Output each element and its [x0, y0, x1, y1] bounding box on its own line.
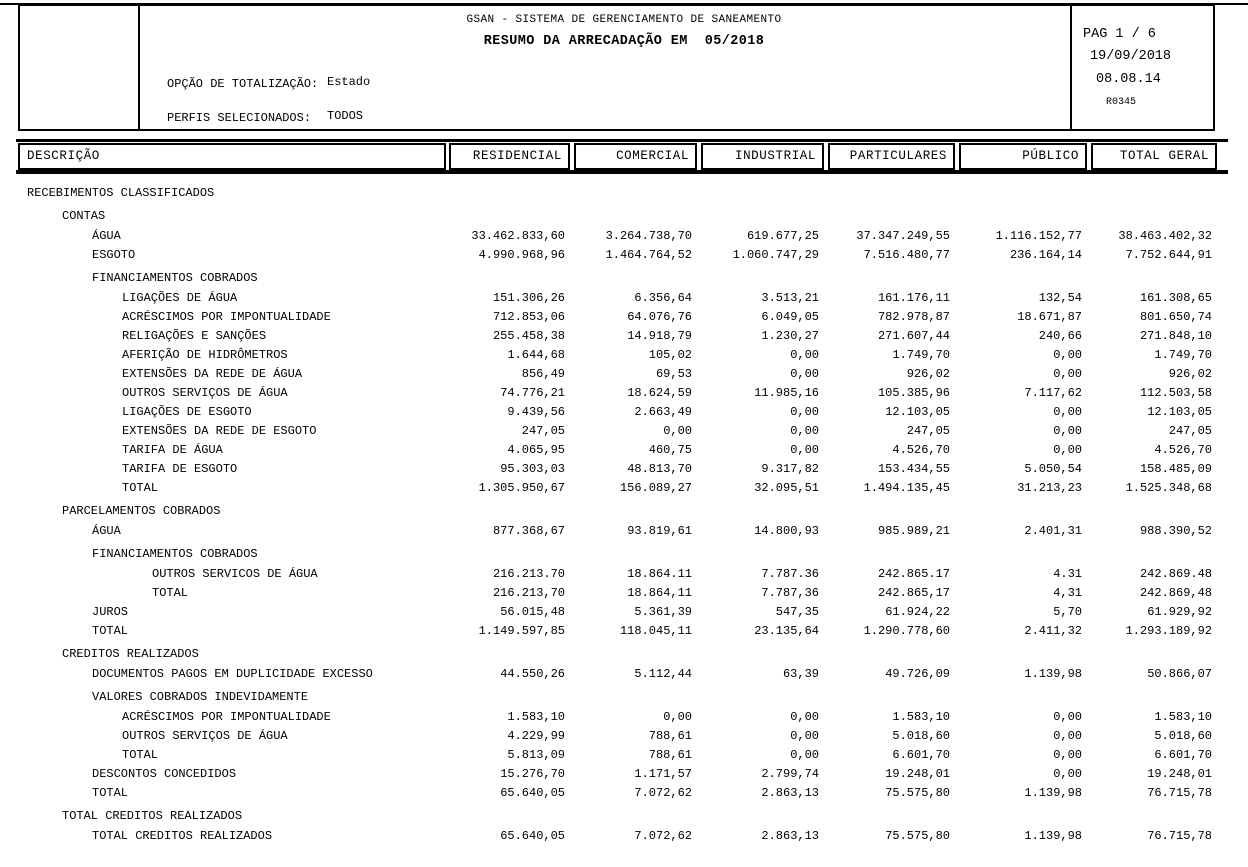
row-value: 74.776,21	[500, 386, 565, 400]
row-value: 216.213,70	[492, 586, 565, 600]
row-value: 44.550,26	[500, 667, 565, 681]
table-row	[0, 584, 1248, 603]
table-row	[0, 441, 1248, 460]
row-value: 7.752.644,91	[1125, 248, 1212, 262]
row-value: 240,66	[1038, 329, 1082, 343]
row-value: 9.317,82	[761, 462, 819, 476]
row-value: 3.264.738,70	[605, 229, 692, 243]
row-label: ÁGUA	[92, 524, 121, 538]
row-value: 926,02	[1168, 367, 1212, 381]
row-value: 2.411,32	[1024, 624, 1082, 638]
row-value: 64.076,76	[627, 310, 692, 324]
row-value: 6.049,05	[761, 310, 819, 324]
row-value: 1.139,98	[1024, 786, 1082, 800]
profiles-value: TODOS	[327, 109, 364, 123]
column-header-total-geral: TOTAL GERAL	[1091, 143, 1217, 170]
row-value: 65.640,05	[500, 829, 565, 843]
row-value: 15.276,70	[500, 767, 565, 781]
table-row	[0, 645, 1248, 664]
column-header-descricao: DESCRIÇÃO	[18, 143, 446, 170]
row-value: 1.305.950,67	[478, 481, 565, 495]
row-value: 547,35	[775, 605, 819, 619]
row-value: 0,00	[1053, 729, 1082, 743]
row-value: 782.978,87	[877, 310, 950, 324]
row-value: 153.434,55	[877, 462, 950, 476]
row-value: 32.095,51	[754, 481, 819, 495]
row-value: 12.103,05	[1147, 405, 1212, 419]
row-value: 161.308,65	[1139, 291, 1212, 305]
row-value: 95.303,03	[500, 462, 565, 476]
row-value: 158.485,09	[1139, 462, 1212, 476]
row-value: 48.813,70	[627, 462, 692, 476]
row-value: 247,05	[906, 424, 950, 438]
row-value: 247,05	[521, 424, 565, 438]
row-value: 19.248,01	[1147, 767, 1212, 781]
row-value: 5.361,39	[634, 605, 692, 619]
row-value: 985.989,21	[877, 524, 950, 538]
row-value: 247,05	[1168, 424, 1212, 438]
row-value: 6.601,70	[892, 748, 950, 762]
row-value: 38.463.402,32	[1118, 229, 1212, 243]
table-row	[0, 346, 1248, 365]
row-value: 69,53	[655, 367, 692, 381]
report-title: RESUMO DA ARRECADAÇÃO EM 05/2018	[483, 34, 765, 49]
row-value: 7.117,62	[1024, 386, 1082, 400]
row-value: 0,00	[790, 748, 819, 762]
row-value: 0,00	[790, 348, 819, 362]
row-value: 112.503,58	[1139, 386, 1212, 400]
row-label: ÁGUA	[92, 229, 121, 243]
table-row	[0, 384, 1248, 403]
table-row	[0, 784, 1248, 803]
row-label: ESGOTO	[92, 248, 136, 262]
row-label: JUROS	[92, 605, 129, 619]
row-value: 1.139,98	[1024, 667, 1082, 681]
row-value: 4.065,95	[507, 443, 565, 457]
row-label: PARCELAMENTOS COBRADOS	[62, 504, 221, 518]
row-value: 76.715,78	[1147, 786, 1212, 800]
row-label: FINANCIAMENTOS COBRADOS	[92, 271, 258, 285]
row-value: 61.929,92	[1147, 605, 1212, 619]
table-row	[0, 746, 1248, 765]
row-value: 1.583,10	[1154, 710, 1212, 724]
row-value: 7.787.36	[761, 567, 819, 581]
row-value: 216.213.70	[492, 567, 565, 581]
row-value: 14.800,93	[754, 524, 819, 538]
row-value: 1.149.597,85	[478, 624, 565, 638]
row-value: 712.853,06	[492, 310, 565, 324]
row-value: 156.089,27	[619, 481, 692, 495]
row-value: 93.819,61	[627, 524, 692, 538]
row-value: 877.368,67	[492, 524, 565, 538]
row-value: 12.103,05	[885, 405, 950, 419]
row-value: 5.050,54	[1024, 462, 1082, 476]
row-value: 4.229,99	[507, 729, 565, 743]
row-value: 926,02	[906, 367, 950, 381]
row-value: 105,02	[648, 348, 692, 362]
row-value: 0,00	[1053, 443, 1082, 457]
row-value: 1.644,68	[507, 348, 565, 362]
row-value: 460,75	[648, 443, 692, 457]
row-value: 2.401,31	[1024, 524, 1082, 538]
table-row	[0, 727, 1248, 746]
row-value: 3.513,21	[761, 291, 819, 305]
row-value: 2.799,74	[761, 767, 819, 781]
row-value: 271.848,10	[1139, 329, 1212, 343]
row-label: FINANCIAMENTOS COBRADOS	[92, 547, 258, 561]
report-date: 19/09/2018	[1090, 49, 1172, 64]
row-label: CONTAS	[62, 209, 106, 223]
row-label: TOTAL	[122, 748, 159, 762]
row-value: 1.749,70	[1154, 348, 1212, 362]
row-value: 7.787,36	[761, 586, 819, 600]
table-row	[0, 308, 1248, 327]
row-value: 132,54	[1038, 291, 1082, 305]
row-value: 18.624,59	[627, 386, 692, 400]
row-value: 0,00	[1053, 710, 1082, 724]
row-label: TOTAL	[92, 786, 129, 800]
row-value: 1.230,27	[761, 329, 819, 343]
column-header-comercial: COMERCIAL	[574, 143, 697, 170]
row-value: 2.863,13	[761, 829, 819, 843]
row-value: 0,00	[790, 443, 819, 457]
row-value: 161.176,11	[877, 291, 950, 305]
row-value: 1.525.348,68	[1125, 481, 1212, 495]
row-value: 5,70	[1053, 605, 1082, 619]
row-value: 255.458,38	[492, 329, 565, 343]
row-label: DESCONTOS CONCEDIDOS	[92, 767, 237, 781]
row-label: OUTROS SERVIÇOS DE ÁGUA	[122, 729, 288, 743]
row-value: 788,61	[648, 729, 692, 743]
row-value: 6.356,64	[634, 291, 692, 305]
row-label: EXTENSÕES DA REDE DE ESGOTO	[122, 424, 317, 438]
column-header-industrial: INDUSTRIAL	[701, 143, 824, 170]
row-value: 56.015,48	[500, 605, 565, 619]
table-row	[0, 460, 1248, 479]
row-value: 0,00	[1053, 748, 1082, 762]
row-value: 1.494.135,45	[863, 481, 950, 495]
totalization-label: OPÇÃO DE TOTALIZAÇÃO:	[167, 77, 319, 91]
table-row	[0, 688, 1248, 707]
row-value: 242.869.48	[1139, 567, 1212, 581]
row-value: 788,61	[648, 748, 692, 762]
row-value: 75.575,80	[885, 829, 950, 843]
row-value: 49.726,09	[885, 667, 950, 681]
row-value: 1.139,98	[1024, 829, 1082, 843]
row-label: ACRÉSCIMOS POR IMPONTUALIDADE	[122, 310, 331, 324]
row-value: 5.018,60	[892, 729, 950, 743]
table-row	[0, 565, 1248, 584]
row-value: 14.918,79	[627, 329, 692, 343]
table-row	[0, 365, 1248, 384]
table-row	[0, 289, 1248, 308]
row-value: 18.671,87	[1017, 310, 1082, 324]
row-value: 19.248,01	[885, 767, 950, 781]
row-value: 105.385,96	[877, 386, 950, 400]
table-row	[0, 502, 1248, 521]
row-value: 0,00	[1053, 367, 1082, 381]
row-value: 1.293.189,92	[1125, 624, 1212, 638]
row-value: 242.865.17	[877, 567, 950, 581]
column-header-particulares: PARTICULARES	[828, 143, 955, 170]
row-value: 9.439,56	[507, 405, 565, 419]
report-time: 08.08.14	[1096, 72, 1161, 87]
row-label: LIGAÇÕES DE ESGOTO	[122, 405, 252, 419]
row-value: 0,00	[1053, 424, 1082, 438]
row-value: 1.116.152,77	[995, 229, 1082, 243]
row-value: 151.306,26	[492, 291, 565, 305]
row-value: 4.31	[1053, 567, 1082, 581]
row-value: 271.607,44	[877, 329, 950, 343]
row-label: TOTAL	[92, 624, 129, 638]
row-label: OUTROS SERVICOS DE ÁGUA	[152, 567, 318, 581]
row-value: 61.924,22	[885, 605, 950, 619]
table-top-rule	[16, 139, 1228, 142]
table-row	[0, 622, 1248, 641]
row-value: 856,49	[521, 367, 565, 381]
row-value: 1.060.747,29	[732, 248, 819, 262]
row-value: 1.749,70	[892, 348, 950, 362]
row-value: 2.663,49	[634, 405, 692, 419]
row-value: 75.575,80	[885, 786, 950, 800]
row-value: 7.072,62	[634, 829, 692, 843]
row-value: 0,00	[790, 405, 819, 419]
row-value: 1.290.778,60	[863, 624, 950, 638]
row-label: VALORES COBRADOS INDEVIDAMENTE	[92, 690, 309, 704]
row-value: 0,00	[790, 710, 819, 724]
row-value: 0,00	[1053, 767, 1082, 781]
row-value: 4.526,70	[892, 443, 950, 457]
column-header-residencial: RESIDENCIAL	[449, 143, 570, 170]
row-value: 0,00	[790, 424, 819, 438]
row-value: 7.072,62	[634, 786, 692, 800]
row-value: 4.990.968,96	[478, 248, 565, 262]
row-value: 242.865,17	[877, 586, 950, 600]
table-row	[0, 479, 1248, 498]
row-value: 1.171,57	[634, 767, 692, 781]
page-number: PAG 1 / 6	[1083, 27, 1156, 42]
row-value: 0,00	[663, 710, 692, 724]
column-header-publico: PÚBLICO	[959, 143, 1087, 170]
row-value: 65.640,05	[500, 786, 565, 800]
system-title: GSAN - SISTEMA DE GERENCIAMENTO DE SANEAMENTO	[466, 14, 782, 26]
row-value: 0,00	[790, 729, 819, 743]
table-row	[0, 765, 1248, 784]
row-value: 18.864,11	[627, 586, 692, 600]
row-value: 11.985,16	[754, 386, 819, 400]
table-row	[0, 246, 1248, 265]
row-label: DOCUMENTOS PAGOS EM DUPLICIDADE EXCESSO	[92, 667, 373, 681]
table-row	[0, 403, 1248, 422]
report-code: R0345	[1106, 97, 1137, 108]
row-value: 37.347.249,55	[856, 229, 950, 243]
row-label: TARIFA DE ÁGUA	[122, 443, 223, 457]
row-label: TOTAL CREDITOS REALIZADOS	[92, 829, 273, 843]
table-row	[0, 207, 1248, 226]
table-row	[0, 603, 1248, 622]
row-label: RECEBIMENTOS CLASSIFICADOS	[27, 186, 215, 200]
table-row	[0, 827, 1248, 846]
row-value: 0,00	[790, 367, 819, 381]
row-value: 1.583,10	[507, 710, 565, 724]
table-row	[0, 522, 1248, 541]
table-row	[0, 708, 1248, 727]
row-value: 4.526,70	[1154, 443, 1212, 457]
row-value: 63,39	[782, 667, 819, 681]
row-label: RELIGAÇÕES E SANÇÕES	[122, 329, 267, 343]
row-label: CREDITOS REALIZADOS	[62, 647, 199, 661]
row-label: EXTENSÕES DA REDE DE ÁGUA	[122, 367, 303, 381]
row-value: 6.601,70	[1154, 748, 1212, 762]
row-value: 7.516.480,77	[863, 248, 950, 262]
row-value: 801.650,74	[1139, 310, 1212, 324]
row-label: TARIFA DE ESGOTO	[122, 462, 238, 476]
row-label: TOTAL	[122, 481, 159, 495]
row-value: 5.112,44	[634, 667, 692, 681]
totalization-value: Estado	[327, 75, 371, 89]
row-value: 0,00	[1053, 405, 1082, 419]
row-label: AFERIÇÃO DE HIDRÔMETROS	[122, 348, 288, 362]
row-label: OUTROS SERVIÇOS DE ÁGUA	[122, 386, 288, 400]
row-value: 0,00	[1053, 348, 1082, 362]
row-value: 988.390,52	[1139, 524, 1212, 538]
row-value: 33.462.833,60	[471, 229, 565, 243]
report-table-body	[0, 174, 1248, 846]
row-value: 242.869,48	[1139, 586, 1212, 600]
row-value: 5.813,09	[507, 748, 565, 762]
table-row	[0, 422, 1248, 441]
row-value: 50.866,07	[1147, 667, 1212, 681]
row-value: 236.164,14	[1009, 248, 1082, 262]
table-row	[0, 807, 1248, 826]
table-row	[0, 665, 1248, 684]
table-row	[0, 545, 1248, 564]
row-value: 31.213,23	[1017, 481, 1082, 495]
table-row	[0, 327, 1248, 346]
row-value: 118.045,11	[619, 624, 692, 638]
row-value: 619.677,25	[746, 229, 819, 243]
row-label: LIGAÇÕES DE ÁGUA	[122, 291, 238, 305]
row-label: TOTAL	[152, 586, 189, 600]
row-value: 2.863,13	[761, 786, 819, 800]
row-value: 18.864.11	[627, 567, 692, 581]
table-row	[0, 227, 1248, 246]
row-value: 76.715,78	[1147, 829, 1212, 843]
table-row	[0, 269, 1248, 288]
row-value: 23.135,64	[754, 624, 819, 638]
row-value: 4,31	[1053, 586, 1082, 600]
row-value: 5.018,60	[1154, 729, 1212, 743]
row-label: ACRÉSCIMOS POR IMPONTUALIDADE	[122, 710, 331, 724]
row-label: TOTAL CREDITOS REALIZADOS	[62, 809, 243, 823]
row-value: 0,00	[663, 424, 692, 438]
row-value: 1.583,10	[892, 710, 950, 724]
profiles-label: PERFIS SELECIONADOS:	[167, 111, 312, 125]
table-row	[0, 184, 1248, 203]
row-value: 1.464.764,52	[605, 248, 692, 262]
